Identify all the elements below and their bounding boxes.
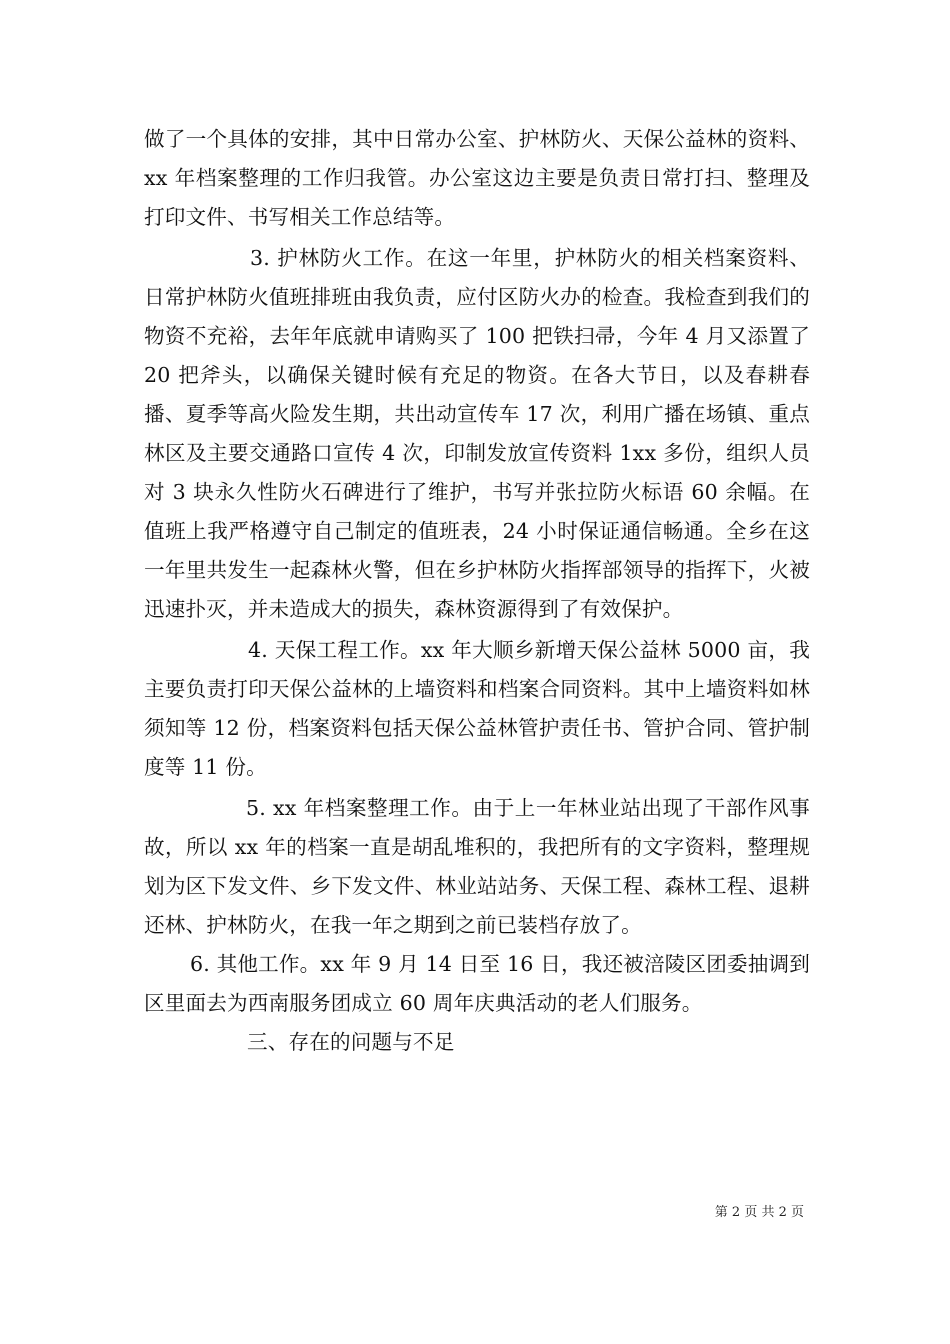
- page-number-footer: 第 2 页 共 2 页: [714, 1205, 804, 1220]
- paragraph-intro-continuation: 做了一个具体的安排，其中日常办公室、护林防火、天保公益林的资料、xx 年档案整理的工作归我管。办公室这边主要是负责日常打扫、整理及打印文件、书写相关工作总结等。: [144, 127, 810, 229]
- document-body: [144, 120, 810, 1062]
- paragraph-item-5-archive-organization: 5. xx 年档案整理工作。由于上一年林业站出现了干部作风事故，所以 xx 年的档案一直是胡乱堆积的，我把所有的文字资料，整理规划为区下发文件、乡下发文件、林业站站务、天保工程、森林工程、退耕还林、护林防火，在我一年之期到之前已装档存放了。: [144, 796, 810, 937]
- paragraph-item-3-fire-prevention: 3. 护林防火工作。在这一年里，护林防火的相关档案资料、日常护林防火值班排班由我负责，应付区防火办的检查。我检查到我们的物资不充裕，去年年底就申请购买了 100 把铁扫帚，今年 4 月又添置了 20 把斧头，以确保关键时候有充足的物资。在各大节日，以及春耕春播、夏季等高火险发生期，共出动宣传车 17 次，利用广播在场镇、重点林区及主要交通路口宣传 4 次，印制发放宣传资料 1xx 多份，组织人员对 3 块永久性防火石碑进行了维护，书写并张拉防火标语 60 余幅。在值班上我严格遵守自己制定的值班表，24 小时保证通信畅通。全乡在这一年里共发生一起森林火警，但在乡护林防火指挥部领导的指挥下，火被迅速扑灭，并未造成大的损失，森林资源得到了有效保护。: [144, 246, 810, 621]
- paragraph-item-6-other-work: 6. 其他工作。xx 年 9 月 14 日至 16 日，我还被涪陵区团委抽调到区里面去为西南服务团成立 60 周年庆典活动的老人们服务。: [144, 952, 810, 1015]
- section-heading-problems: 三、存在的问题与不足: [247, 1030, 455, 1054]
- paragraph-item-4-forest-protection: 4. 天保工程工作。xx 年大顺乡新增天保公益林 5000 亩，我主要负责打印天保公益林的上墙资料和档案合同资料。其中上墙资料如林须知等 12 份，档案资料包括天保公益林管护责任书、管护合同、管护制度等 11 份。: [144, 638, 810, 779]
